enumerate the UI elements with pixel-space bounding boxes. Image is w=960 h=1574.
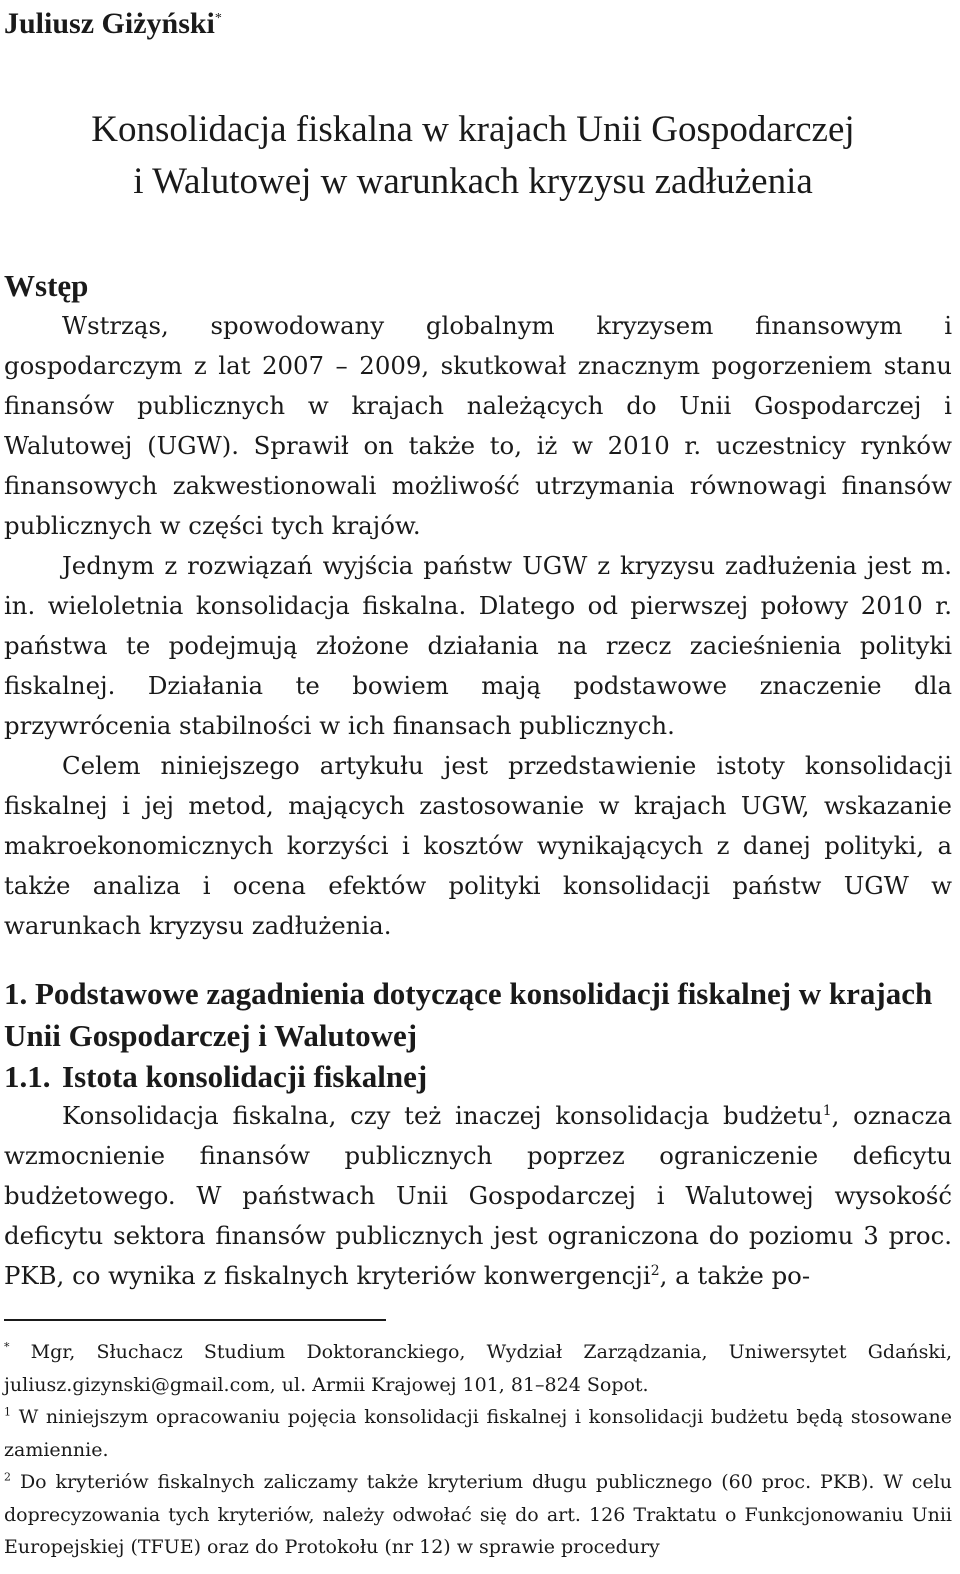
article-title-line-1: Konsolidacja fiskalna w krajach Unii Gospodarczej — [91, 109, 855, 150]
footnote-ref-1[interactable]: 1 — [822, 1102, 832, 1119]
section-1-heading — [4, 973, 954, 1057]
footnote-ref-2[interactable]: 2 — [650, 1262, 660, 1279]
footnote-1-marker: 1 — [4, 1405, 11, 1419]
intro-heading: Wstęp — [4, 268, 89, 303]
footnote-2-marker: 2 — [4, 1470, 11, 1484]
section-1-1-paragraph — [4, 1096, 952, 1296]
section-1-1-body — [4, 1096, 952, 1296]
intro-paragraph-3: Celem niniejszego artykułu jest przedstawienie istoty konsolidacji fiskalnej i jej metod, mających zastosowanie w krajach UGW, wskazanie makroekonomicznych korzyści i kosztów wynikających z danej polityki, a także analiza i ocena efektów polityki konsolidacji państw UGW w warunkach kryzysu zadłużenia. — [4, 751, 952, 940]
footnote-author-marker: * — [4, 1340, 10, 1354]
section-1-1-text-c: , a także po- — [659, 1261, 811, 1290]
intro-paragraph-2: Jednym z rozwiązań wyjścia państw UGW z kryzysu zadłużenia jest m. in. wieloletnia konsolidacja fiskalna. Dlatego od pierwszej połowy 2010 r. państwa te podejmują złożone działania na rzecz zacieśnienia polityki fiskalnej. Działania te bowiem mają podstawowe znaczenie dla przywrócenia stabilności w ich finansach publicznych. — [4, 551, 952, 740]
section-1-number: 1. — [4, 976, 28, 1011]
author-name-text: Juliusz Giżyński — [4, 7, 215, 40]
section-1-1-text-b: , oznacza wzmocnienie finansów publicznych poprzez ograniczenie deficytu budżetowego. W państwach Unii Gospodarczej i Walutowej wysokość deficytu sektora finansów publicznych jest ograniczona do poziomu 3 proc. PKB, co wynika z fiskalnych kryteriów konwergencji — [4, 1101, 953, 1290]
author-name — [4, 0, 222, 43]
footnote-separator — [4, 1319, 386, 1321]
author-footnote-marker: * — [214, 11, 222, 26]
intro-body — [4, 306, 952, 946]
footnote-1 — [4, 1401, 952, 1466]
footnote-author-text: Mgr, Słuchacz Studium Doktoranckiego, Wydział Zarządzania, Uniwersytet Gdański, juliusz.gizynski@gmail.com, ul. Armii Krajowej 101, 81–824 Sopot. — [4, 1341, 953, 1396]
section-1-1-number: 1.1. — [4, 1059, 51, 1094]
footnotes — [4, 1336, 952, 1564]
footnote-2-text: Do kryteriów fiskalnych zaliczamy także kryterium długu publicznego (60 proc. PKB). W celu doprecyzowania tych kryteriów, należy odwołać się do art. 126 Traktatu o Funkcjonowaniu Unii Europejskiej (TFUE) oraz do Protokołu (nr 12) w sprawie procedury — [4, 1471, 953, 1558]
section-1-1-title: Istota konsolidacji fiskalnej — [62, 1059, 428, 1094]
footnote-author — [4, 1336, 952, 1401]
section-1-title: Podstawowe zagadnienia dotyczące konsolidacji fiskalnej w krajach Unii Gospodarczej i Walutowej — [4, 976, 933, 1053]
article-title-line-2: i Walutowej w warunkach kryzysu zadłużenia — [133, 161, 813, 202]
footnote-2 — [4, 1466, 952, 1564]
footnote-1-text: W niniejszym opracowaniu pojęcia konsolidacji fiskalnej i konsolidacji budżetu będą stosowane zamiennie. — [4, 1406, 953, 1461]
article-title — [30, 104, 916, 208]
section-1-1-heading — [4, 1056, 954, 1098]
section-1-1-text-a: Konsolidacja fiskalna, czy też inaczej konsolidacja budżetu — [62, 1101, 823, 1130]
intro-paragraph-1: Wstrząs, spowodowany globalnym kryzysem finansowym i gospodarczym z lat 2007 – 2009, skutkował znacznym pogorzeniem stanu finansów publicznych w krajach należących do Unii Gospodarczej i Walutowej (UGW). Sprawił on także to, iż w 2010 r. uczestnicy rynków finansowych zakwestionowali możliwość utrzymania równowagi finansów publicznych w części tych krajów. — [4, 311, 952, 540]
